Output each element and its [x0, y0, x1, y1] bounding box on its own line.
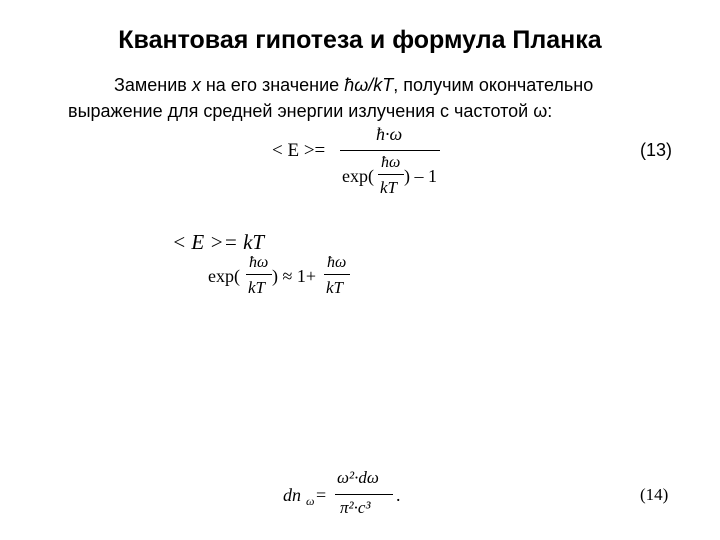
eq13-denominator-close: ) – 1: [404, 166, 437, 186]
eq13-fraction-line: [340, 150, 440, 151]
eq13-inner-denominator: kT: [380, 178, 397, 197]
approx-numerator-1: ħω: [249, 254, 269, 271]
approx-fraction-line-1: [246, 274, 272, 275]
eq14-lhs-subscript: ω: [306, 494, 315, 508]
eq13-inner-fraction-line: [378, 174, 404, 175]
eq14-denominator: π²·c³: [340, 498, 371, 517]
equation-number-13: (13): [640, 140, 673, 160]
eq13-numerator: ħ·ω: [376, 124, 403, 144]
slide-title: Квантовая гипотеза и формула Планка: [118, 26, 602, 54]
eq13-denominator-exp: exp(: [342, 166, 374, 186]
approx-fraction-line-2: [324, 274, 350, 275]
paragraph-line-2: выражение для средней энергии излучения с частотой ω:: [68, 101, 553, 121]
substitution-value: ħω/kT: [344, 75, 394, 95]
text-fragment: на его значение: [200, 75, 345, 95]
eq14-fraction-line: [335, 494, 393, 495]
approx-denominator-2: kT: [326, 278, 343, 297]
eq14-equals: =: [316, 485, 327, 505]
eq13-lhs: < E >=: [272, 140, 326, 161]
text-fragment: , получим окончательно: [393, 75, 594, 95]
variable-x: x: [191, 75, 201, 95]
eq14-numerator: ω²·dω: [337, 468, 379, 487]
text-fragment: Заменив: [114, 75, 192, 95]
eq13-inner-numerator: ħω: [381, 154, 401, 171]
equation-classical-limit: < E >= kT: [172, 230, 265, 254]
approx-numerator-2: ħω: [327, 254, 347, 271]
approx-middle: ) ≈ 1+: [272, 266, 317, 286]
eq14-lhs: dn: [283, 485, 301, 505]
paragraph-line-1: [68, 72, 688, 98]
eq14-period: .: [396, 485, 401, 505]
approx-exp: exp(: [208, 266, 240, 286]
approx-denominator-1: kT: [248, 278, 265, 297]
equation-number-14: (14): [640, 485, 669, 504]
intro-paragraph: [68, 72, 688, 124]
